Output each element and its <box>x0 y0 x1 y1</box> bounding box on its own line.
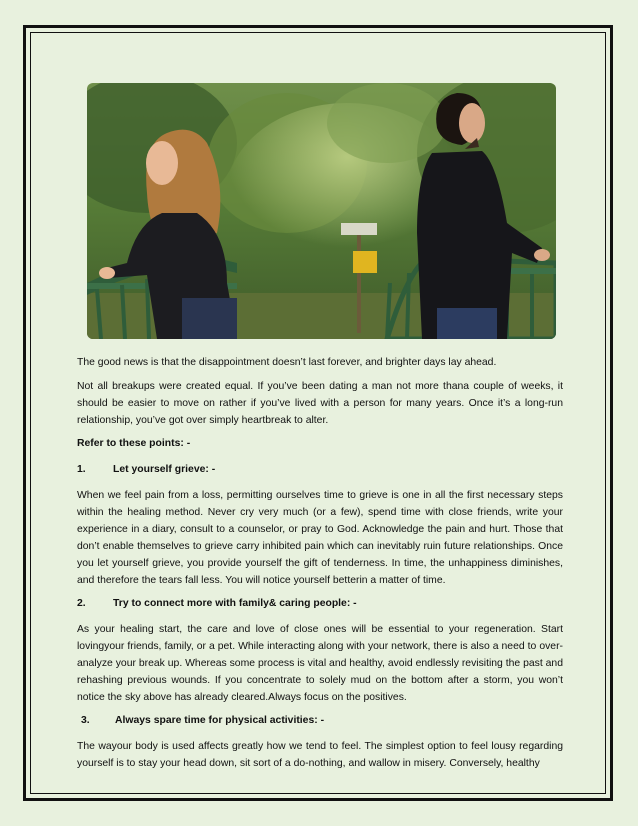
paragraph-breakup-types: Not all breakups were created equal. If you’ve been dating a man not more thana couple of weeks, it should be easier to move on rather if you’ve lived with a person for many years. Once it’s a long-run relationship, you’ve got over simply heartbreak to alter. <box>77 381 563 426</box>
breakup-photo <box>87 83 556 339</box>
section-1-heading <box>77 461 563 478</box>
section-1-title: Let yourself grieve: - <box>113 464 216 475</box>
section-2-heading <box>77 595 563 612</box>
article-body <box>77 354 563 778</box>
section-2-number: 2. <box>77 598 86 609</box>
section-2-body: As your healing start, the care and love of close ones will be essential to your regeneration. Start lovingyour friends, family, or a pet. While interacting along with your network, there is also a need to over-analyze your break up. Whereas some process is vital and healthy, avoid endlessly revisiting the past and rehashing previous wounds. If you concentrate to solely mud on the bottom after a storm, you won’t notice the sky above has already cleared.Always focus on the positives. <box>77 624 563 703</box>
section-3-heading <box>77 712 563 729</box>
section-1-number: 1. <box>77 464 86 475</box>
intro-paragraph: The good news is that the disappointment doesn’t last forever, and brighter days lay ahead. <box>77 357 497 368</box>
section-2-title: Try to connect more with family& caring people: - <box>113 598 357 609</box>
section-1-body: When we feel pain from a loss, permitting ourselves time to grieve is one in all the first necessary steps within the healing method. Never cry very much (or a few), spend time with close friends, write your experience in a diary, consult to a counselor, or pray to God. Acknowledge the pain and hurt. Those that don’t enable themselves to grieve carry inhibited pain which can inevitably ruin future relationships. Once you let yourself grieve, you provide yourself the gift of tenderness. In time, the unhappiness diminishes, and therefore the tears fall less. You will notice yourself betterin a matter of time. <box>77 490 563 586</box>
section-3-title: Always spare time for physical activities: - <box>115 715 325 726</box>
section-3-number: 3. <box>81 715 90 726</box>
section-3-body: The wayour body is used affects greatly how we tend to feel. The simplest option to feel lousy regarding yourself is to stay your head down, sit sort of a do-nothing, and wallow in misery. Conversely, healthy <box>77 741 563 769</box>
refer-heading: Refer to these points: - <box>77 438 191 449</box>
